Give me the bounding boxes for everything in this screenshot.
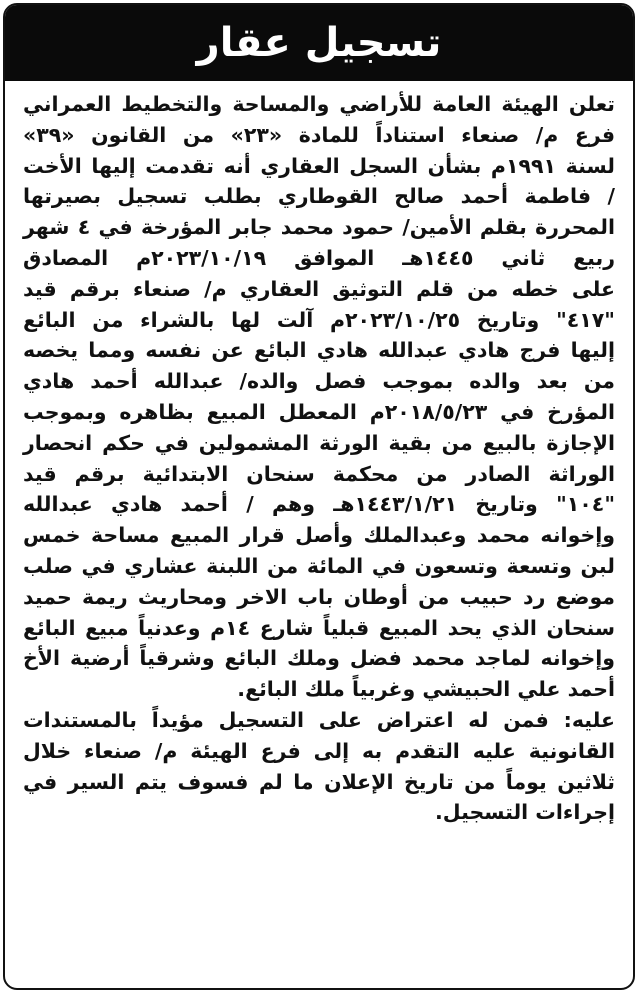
notice-frame	[3, 3, 635, 990]
notice-line: القانونية عليه التقدم به إلى فرع الهيئة م/ صنعاء خلال	[23, 738, 615, 763]
notice-body	[5, 81, 633, 828]
notice-line: ثلاثين يوماً من تاريخ الإعلان ما لم فسوف يتم السير في	[23, 769, 615, 794]
notice-line: عليه: فمن له اعتراض على التسجيل مؤيداً بالمستندات	[23, 707, 615, 732]
notice-line: الوراثة الصادر من محكمة سنحان الابتدائية برقم قيد	[23, 461, 615, 486]
notice-line: تعلن الهيئة العامة للأراضي والمساحة والتخطيط العمراني	[23, 92, 615, 116]
notice-title: تسجيل عقار	[5, 5, 633, 81]
notice-line: على خطه من قلم التوثيق العقاري م/ صنعاء برقم قيد	[23, 276, 615, 301]
notice-line: "٤١٧" وتاريخ ٢٠٢٣/١٠/٢٥م آلت لها بالشراء من البائع	[23, 307, 615, 332]
notice-line: وإخوانه محمد وعبدالملك وأصل قرار المبيع مساحة خمس	[23, 523, 615, 548]
notice-line: المحررة بقلم الأمين/ حمود محمد جابر المؤرخة في ٤ شهر	[23, 215, 615, 240]
notice-line: "١٠٤" وتاريخ ١٤٤٣/١/٢١هـ وهم / أحمد هادي عبدالله	[23, 492, 615, 517]
notice-line: وإخوانه لماجد محمد فضل وملك البائع وشرقياً أرضية الأخ	[23, 646, 615, 671]
notice-line: لسنة ١٩٩١م بشأن السجل العقاري أنه تقدمت إليها الأخت	[23, 153, 615, 178]
notice-line: لبن وتسعة وتسعون في المائة من اللبنة عشاري في صلب	[23, 553, 615, 578]
notice-line: موضع رد حبيب من أوطان باب الاخر ومحاريث ريمة حميد	[23, 584, 615, 609]
notice-line: / فاطمة أحمد صالح القوطاري بطلب تسجيل بصيرتها	[23, 184, 615, 209]
notice-line: إليها فرج هادي عبدالله هادي البائع عن نفسه ومما يخصه	[23, 338, 615, 363]
notice-line: إجراءات التسجيل.	[434, 800, 615, 825]
notice-line: من بعد والده بموجب فصل والده/ عبدالله أحمد هادي	[23, 369, 615, 394]
notice-line: أحمد علي الحبيشي وغربياً ملك البائع.	[237, 677, 615, 702]
notice-line: سنحان الذي يحد المبيع قبلياً شارع ١٤م وعدنياً مبيع البائع	[23, 615, 615, 640]
notice-line: المؤرخ في ٢٠١٨/٥/٢٣م المعطل المبيع بظاهره وبموجب	[23, 399, 616, 424]
notice-line: فرع م/ صنعاء استناداً للمادة «٢٣» من القانون «٣٩»	[23, 122, 615, 147]
notice-line: الإجازة بالبيع من بقية الورثة المشمولين في حكم انحصار	[23, 430, 615, 455]
notice-line: ربيع ثاني ١٤٤٥هـ الموافق ٢٠٢٣/١٠/١٩م المصادق	[23, 245, 615, 270]
